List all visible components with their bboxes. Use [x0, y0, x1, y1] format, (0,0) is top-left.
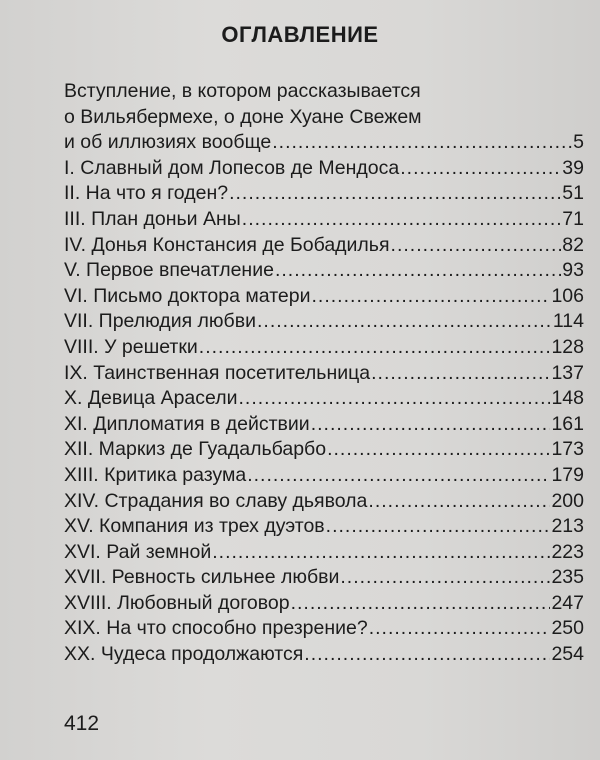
toc-entry	[64, 565, 584, 591]
page-number: 412	[64, 712, 100, 735]
toc-entry	[64, 463, 584, 489]
toc-entry-label: XII. Маркиз де Гуадальбарбо	[64, 438, 327, 461]
toc-entry	[64, 361, 584, 387]
dot-leader	[242, 207, 562, 233]
toc-entry-page: 235	[551, 566, 584, 589]
dot-leader	[291, 591, 551, 617]
dot-leader	[275, 258, 561, 284]
toc-entry-page: 128	[551, 335, 584, 358]
dot-leader	[369, 616, 551, 642]
dot-leader	[400, 156, 561, 182]
toc-entry-page: 200	[551, 489, 584, 512]
toc-entry-page: 5	[573, 131, 584, 154]
toc-entry-page: 71	[562, 207, 584, 230]
dot-leader	[239, 386, 551, 412]
dot-leader	[327, 437, 550, 463]
toc-entry-page: 148	[551, 387, 584, 410]
toc-entry-page: 250	[551, 617, 584, 640]
toc-entry-label: XX. Чудеса продолжаются	[64, 643, 304, 666]
toc-entry-label: и об иллюзиях вообще	[64, 131, 272, 154]
toc-entry-label: XV. Компания из трех дуэтов	[64, 515, 325, 538]
toc-entry-label: XIX. На что способно презрение?	[64, 617, 368, 640]
toc-entry	[64, 386, 584, 412]
toc-entry-page: 213	[551, 515, 584, 538]
toc-entry	[64, 156, 584, 182]
dot-leader	[304, 642, 550, 668]
toc-entry-page: 137	[551, 361, 584, 384]
toc-entry-label: V. Первое впечатление	[64, 259, 274, 282]
dot-leader	[212, 540, 550, 566]
dot-leader	[257, 309, 552, 335]
dot-leader	[312, 284, 551, 310]
toc-entry-page: 179	[551, 463, 584, 486]
toc-entry	[64, 284, 584, 310]
dot-leader	[229, 181, 561, 207]
toc-entry	[64, 591, 584, 617]
toc-entry-label: I. Славный дом Лопесов де Мендоса	[64, 156, 400, 179]
toc-entry-page: 51	[562, 182, 584, 205]
toc-entry-label: X. Девица Арасели	[64, 387, 238, 410]
dot-leader	[340, 565, 550, 591]
toc-entry	[64, 335, 584, 361]
dot-leader	[326, 514, 551, 540]
toc-entry-label: III. План доньи Аны	[64, 207, 241, 230]
toc-entry-page: 223	[551, 540, 584, 563]
toc-entry-intro	[64, 130, 584, 156]
intro-line-1: Вступление, в котором рассказывается	[64, 80, 421, 102]
toc-entry	[64, 437, 584, 463]
toc-entry-label: IV. Донья Констансия де Бобадилья	[64, 233, 390, 256]
toc-entry-label: VI. Письмо доктора матери	[64, 284, 311, 307]
toc-entry	[64, 489, 584, 515]
intro-line-2: о Вильябермехе, о доне Хуане Свежем	[64, 105, 422, 128]
toc-entry-label: VIII. У решетки	[64, 335, 198, 358]
toc-entry	[64, 309, 584, 335]
chapter-list	[64, 156, 584, 668]
toc-entry-label: IX. Таинственная посетительница	[64, 361, 371, 384]
toc-entry	[64, 207, 584, 233]
dot-leader	[272, 130, 572, 156]
dot-leader	[247, 463, 550, 489]
toc-entry-label: XI. Дипломатия в действии	[64, 412, 310, 435]
toc-entry	[64, 233, 584, 259]
toc-entry	[64, 258, 584, 284]
toc-entry-page: 82	[562, 233, 584, 256]
table-of-contents	[64, 79, 584, 668]
dot-leader	[311, 412, 551, 438]
dot-leader	[368, 489, 550, 515]
toc-entry-label: II. На что я годен?	[64, 182, 229, 205]
dot-leader	[371, 361, 550, 387]
toc-entry	[64, 181, 584, 207]
toc-entry-label: VII. Прелюдия любви	[64, 310, 256, 333]
toc-entry	[64, 616, 584, 642]
toc-entry-page: 39	[562, 156, 584, 179]
dot-leader	[391, 233, 562, 259]
toc-entry-page: 173	[551, 438, 584, 461]
dot-leader	[199, 335, 551, 361]
toc-entry	[64, 412, 584, 438]
toc-entry-label: XIV. Страдания во славу дьявола	[64, 489, 368, 512]
toc-entry	[64, 540, 584, 566]
toc-entry-label: XVI. Рай земной	[64, 540, 212, 563]
toc-entry-label: XVII. Ревность сильнее любви	[64, 566, 340, 589]
toc-entry-page: 161	[551, 412, 584, 435]
toc-entry-page: 247	[551, 591, 584, 614]
toc-entry	[64, 514, 584, 540]
toc-entry-label: XIII. Критика разума	[64, 463, 247, 486]
toc-entry-page: 93	[562, 259, 584, 282]
toc-entry-page: 114	[552, 310, 584, 333]
toc-entry	[64, 642, 584, 668]
toc-entry-page: 254	[551, 643, 584, 666]
page-title: ОГЛАВЛЕНИЕ	[221, 22, 379, 47]
toc-entry-label: XVIII. Любовный договор	[64, 591, 290, 614]
toc-entry-page: 106	[551, 284, 584, 307]
